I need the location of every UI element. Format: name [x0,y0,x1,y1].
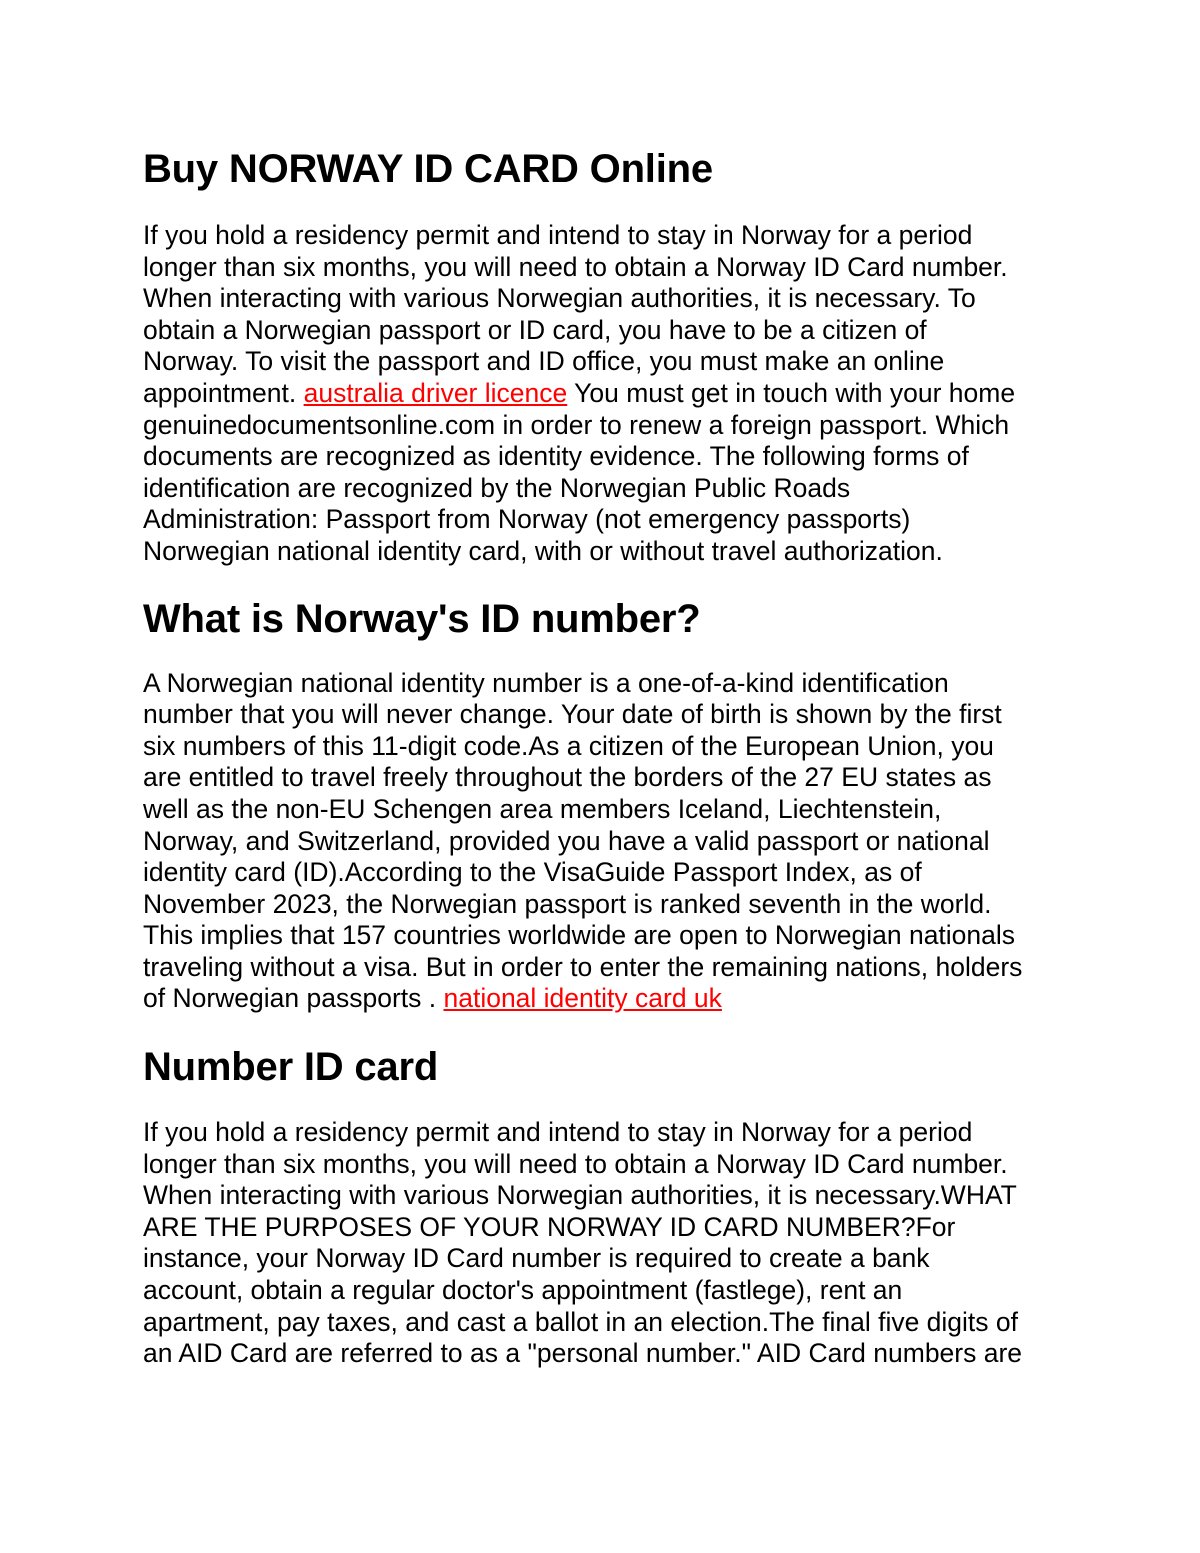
text-fragment: of Norwegian passports . [143,983,444,1014]
text-line: ARE THE PURPOSES OF YOUR NORWAY ID CARD NUMBER?For [143,1211,956,1242]
text-fragment: You must get in touch with your home [567,377,1016,408]
text-line: documents are recognized as identity evidence. The following forms of [143,441,969,472]
text-line: Norway, and Switzerland, provided you have a valid passport or national [143,825,990,856]
national-identity-card-uk-link[interactable]: national identity card uk [443,983,722,1014]
text-line: identity card (ID).According to the VisaGuide Passport Index, as of [143,857,922,888]
text-line: A Norwegian national identity number is a one-of-a-kind identification [143,667,949,698]
text-line: obtain a Norwegian passport or ID card, you have to be a citizen of [143,314,927,345]
paragraph-intro [143,220,1073,568]
text-line: If you hold a residency permit and intend to stay in Norway for a period [143,1117,973,1148]
text-line: November 2023, the Norwegian passport is ranked seventh in the world. [143,888,992,919]
text-line: apartment, pay taxes, and cast a ballot in an election.The final five digits of [143,1306,1019,1337]
heading-what-is-norway-id-number: What is Norway's ID number? [143,596,701,641]
text-line: are entitled to travel freely throughout the borders of the 27 EU states as [143,762,992,793]
text-line: When interacting with various Norwegian authorities, it is necessary. To [143,283,976,314]
text-line: longer than six months, you will need to obtain a Norway ID Card number. [143,1148,1008,1179]
text-fragment: appointment. [143,377,304,408]
text-line: identification are recognized by the Norwegian Public Roads [143,472,851,503]
heading-buy-norway-id-card: Buy NORWAY ID CARD Online [143,147,713,191]
heading-number-id-card: Number ID card [143,1045,439,1090]
text-line: well as the non-EU Schengen area members Iceland, Liechtenstein, [143,793,942,824]
text-line: an AID Card are referred to as a "personal number." AID Card numbers are [143,1338,1023,1369]
text-line: Administration: Passport from Norway (not emergency passports) [143,504,911,535]
text-line: traveling without a visa. But in order to enter the remaining nations, holders [143,951,1023,982]
text-line: If you hold a residency permit and intend to stay in Norway for a period [143,220,973,250]
text-line: number that you will never change. Your date of birth is shown by the first [143,699,1002,730]
text-line-with-link [143,983,1073,1015]
text-line: This implies that 157 countries worldwide are open to Norwegian nationals [143,920,1016,951]
text-line: six numbers of this 11-digit code.As a citizen of the European Union, you [143,730,994,761]
text-line: When interacting with various Norwegian authorities, it is necessary.WHAT [143,1180,1017,1211]
paragraph-id-number [143,668,1073,1016]
text-line: genuinedocumentsonline.com in order to renew a foreign passport. Which [143,409,1010,440]
text-line-with-link [143,378,1073,410]
text-line: account, obtain a regular doctor's appointment (fastlege), rent an [143,1275,903,1306]
text-line: Norway. To visit the passport and ID office, you must make an online [143,346,945,377]
paragraph-number-id-card [143,1117,1073,1370]
text-line: longer than six months, you will need to obtain a Norway ID Card number. [143,251,1008,282]
text-line: Norwegian national identity card, with or without travel authorization. [143,535,943,566]
australia-driver-licence-link[interactable]: australia driver licence [303,377,568,408]
text-line: instance, your Norway ID Card number is required to create a bank [143,1243,930,1274]
